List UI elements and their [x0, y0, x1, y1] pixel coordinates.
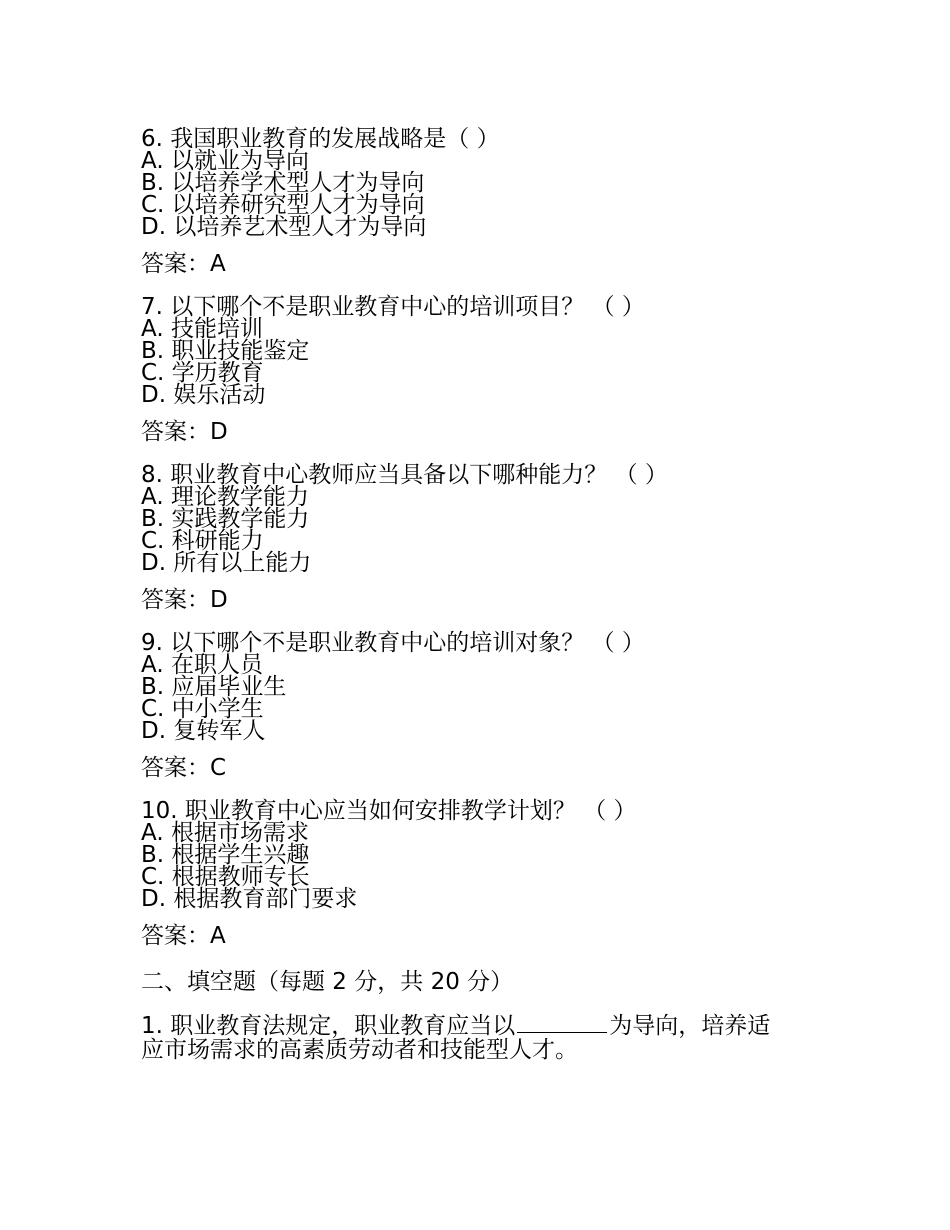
- option-c: C. 学历教育: [141, 360, 264, 386]
- question-7: [141, 296, 831, 446]
- option-b: B. 实践教学能力: [141, 506, 310, 532]
- option-d: D. 娱乐活动: [141, 382, 266, 408]
- answer-blank[interactable]: [517, 1014, 607, 1033]
- question-6: [141, 128, 831, 278]
- option-d: D. 所有以上能力: [141, 550, 312, 576]
- fill-in-text-after: 为导向，培养适: [609, 1013, 771, 1039]
- option-b: B. 职业技能鉴定: [141, 338, 310, 364]
- fill-in-item-1: [141, 1014, 831, 1062]
- section-title-fill-in: 二、填空题（每题 2 分，共 20 分）: [141, 969, 514, 995]
- option-d: D. 根据教育部门要求: [141, 886, 358, 912]
- option-b: B. 以培养学术型人才为导向: [141, 170, 425, 196]
- option-b: B. 应届毕业生: [141, 674, 287, 700]
- option-c: C. 根据教师专长: [141, 864, 310, 890]
- question-stem: 10. 职业教育中心应当如何安排教学计划？ （ ）: [141, 798, 637, 824]
- answer-line: 答案：C: [141, 755, 227, 781]
- question-8: [141, 464, 831, 614]
- question-9: [141, 632, 831, 782]
- option-a: A. 根据市场需求: [141, 820, 309, 846]
- answer-line: 答案：D: [141, 587, 228, 613]
- fill-in-line-1: [141, 1014, 831, 1038]
- option-a: A. 以就业为导向: [141, 148, 309, 174]
- question-stem: 7. 以下哪个不是职业教育中心的培训项目？ （ ）: [141, 294, 645, 320]
- option-b: B. 根据学生兴趣: [141, 842, 310, 868]
- option-c: C. 科研能力: [141, 528, 264, 554]
- option-a: A. 在职人员: [141, 652, 263, 678]
- answer-line: 答案：A: [141, 251, 226, 277]
- question-stem: 6. 我国职业教育的发展战略是（ ）: [141, 126, 500, 152]
- option-d: D. 复转军人: [141, 718, 266, 744]
- answer-line: 答案：D: [141, 419, 228, 445]
- option-c: C. 以培养研究型人才为导向: [141, 192, 425, 218]
- question-10: [141, 800, 831, 950]
- fill-in-text-before: 1. 职业教育法规定，职业教育应当以: [141, 1013, 516, 1039]
- question-stem: 8. 职业教育中心教师应当具备以下哪种能力？ （ ）: [141, 462, 668, 488]
- fill-in-line-2: 应市场需求的高素质劳动者和技能型人才。: [141, 1037, 578, 1063]
- question-stem: 9. 以下哪个不是职业教育中心的培训对象？ （ ）: [141, 630, 645, 656]
- option-d: D. 以培养艺术型人才为导向: [141, 214, 427, 240]
- option-c: C. 中小学生: [141, 696, 264, 722]
- option-a: A. 技能培训: [141, 316, 263, 342]
- option-a: A. 理论教学能力: [141, 484, 309, 510]
- document-content: [141, 128, 831, 1062]
- answer-line: 答案：A: [141, 923, 226, 949]
